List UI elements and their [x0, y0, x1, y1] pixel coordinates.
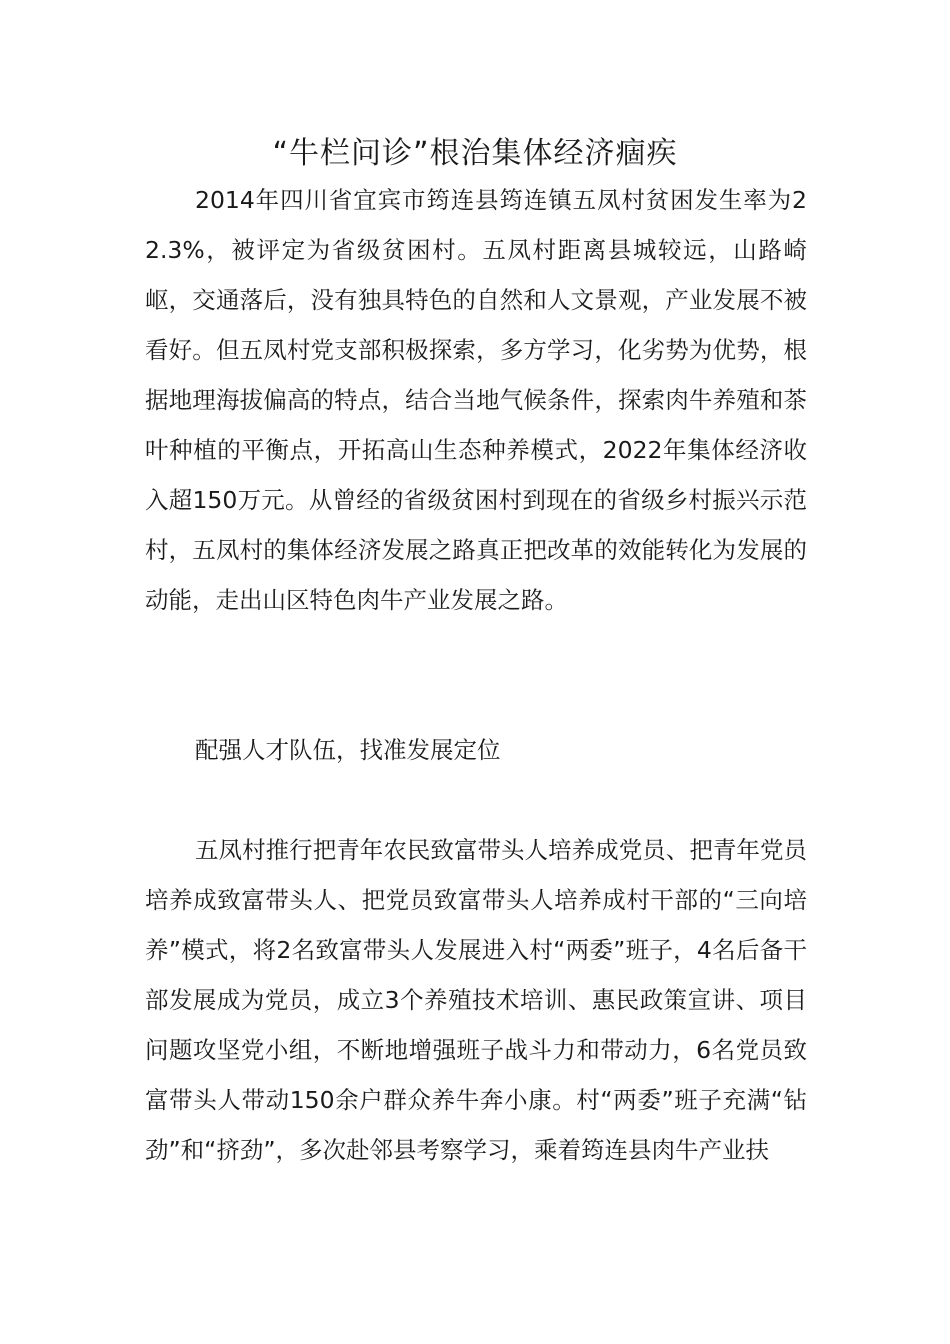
body-paragraph-intro: 2014年四川省宜宾市筠连县筠连镇五凤村贫困发生率为22.3%，被评定为省级贫困村。五凤村距离县城较远，山路崎岖，交通落后，没有独具特色的自然和人文景观，产业发展不被看好。但五凤村党支部积极探索，多方学习，化劣势为优势，根据地理海拔偏高的特点，结合当地气候条件，探索肉牛养殖和茶叶种植的平衡点，开拓高山生态种养模式，2022年集体经济收入超150万元。从曾经的省级贫困村到现在的省级乡村振兴示范村，五凤村的集体经济发展之路真正把改革的效能转化为发展的动能，走出山区特色肉牛产业发展之路。	[145, 186, 807, 614]
document-title: “牛栏问诊”根治集体经济痼疾	[272, 136, 678, 171]
section-subheading: 配强人才队伍，找准发展定位	[195, 736, 501, 764]
body-paragraph-talent: 五凤村推行把青年农民致富带头人培养成党员、把青年党员培养成致富带头人、把党员致富带头人培养成村干部的“三向培养”模式，将2名致富带头人发展进入村“两委”班子，4名后备干部发展成为党员，成立3个养殖技术培训、惠民政策宣讲、项目问题攻坚党小组，不断地增强班子战斗力和带动力，6名党员致富带头人带动150余户群众养牛奔小康。村“两委”班子充满“钻劲”和“挤劲”，多次赴邻县考察学习，乘着筠连县肉牛产业扶	[145, 836, 807, 1164]
